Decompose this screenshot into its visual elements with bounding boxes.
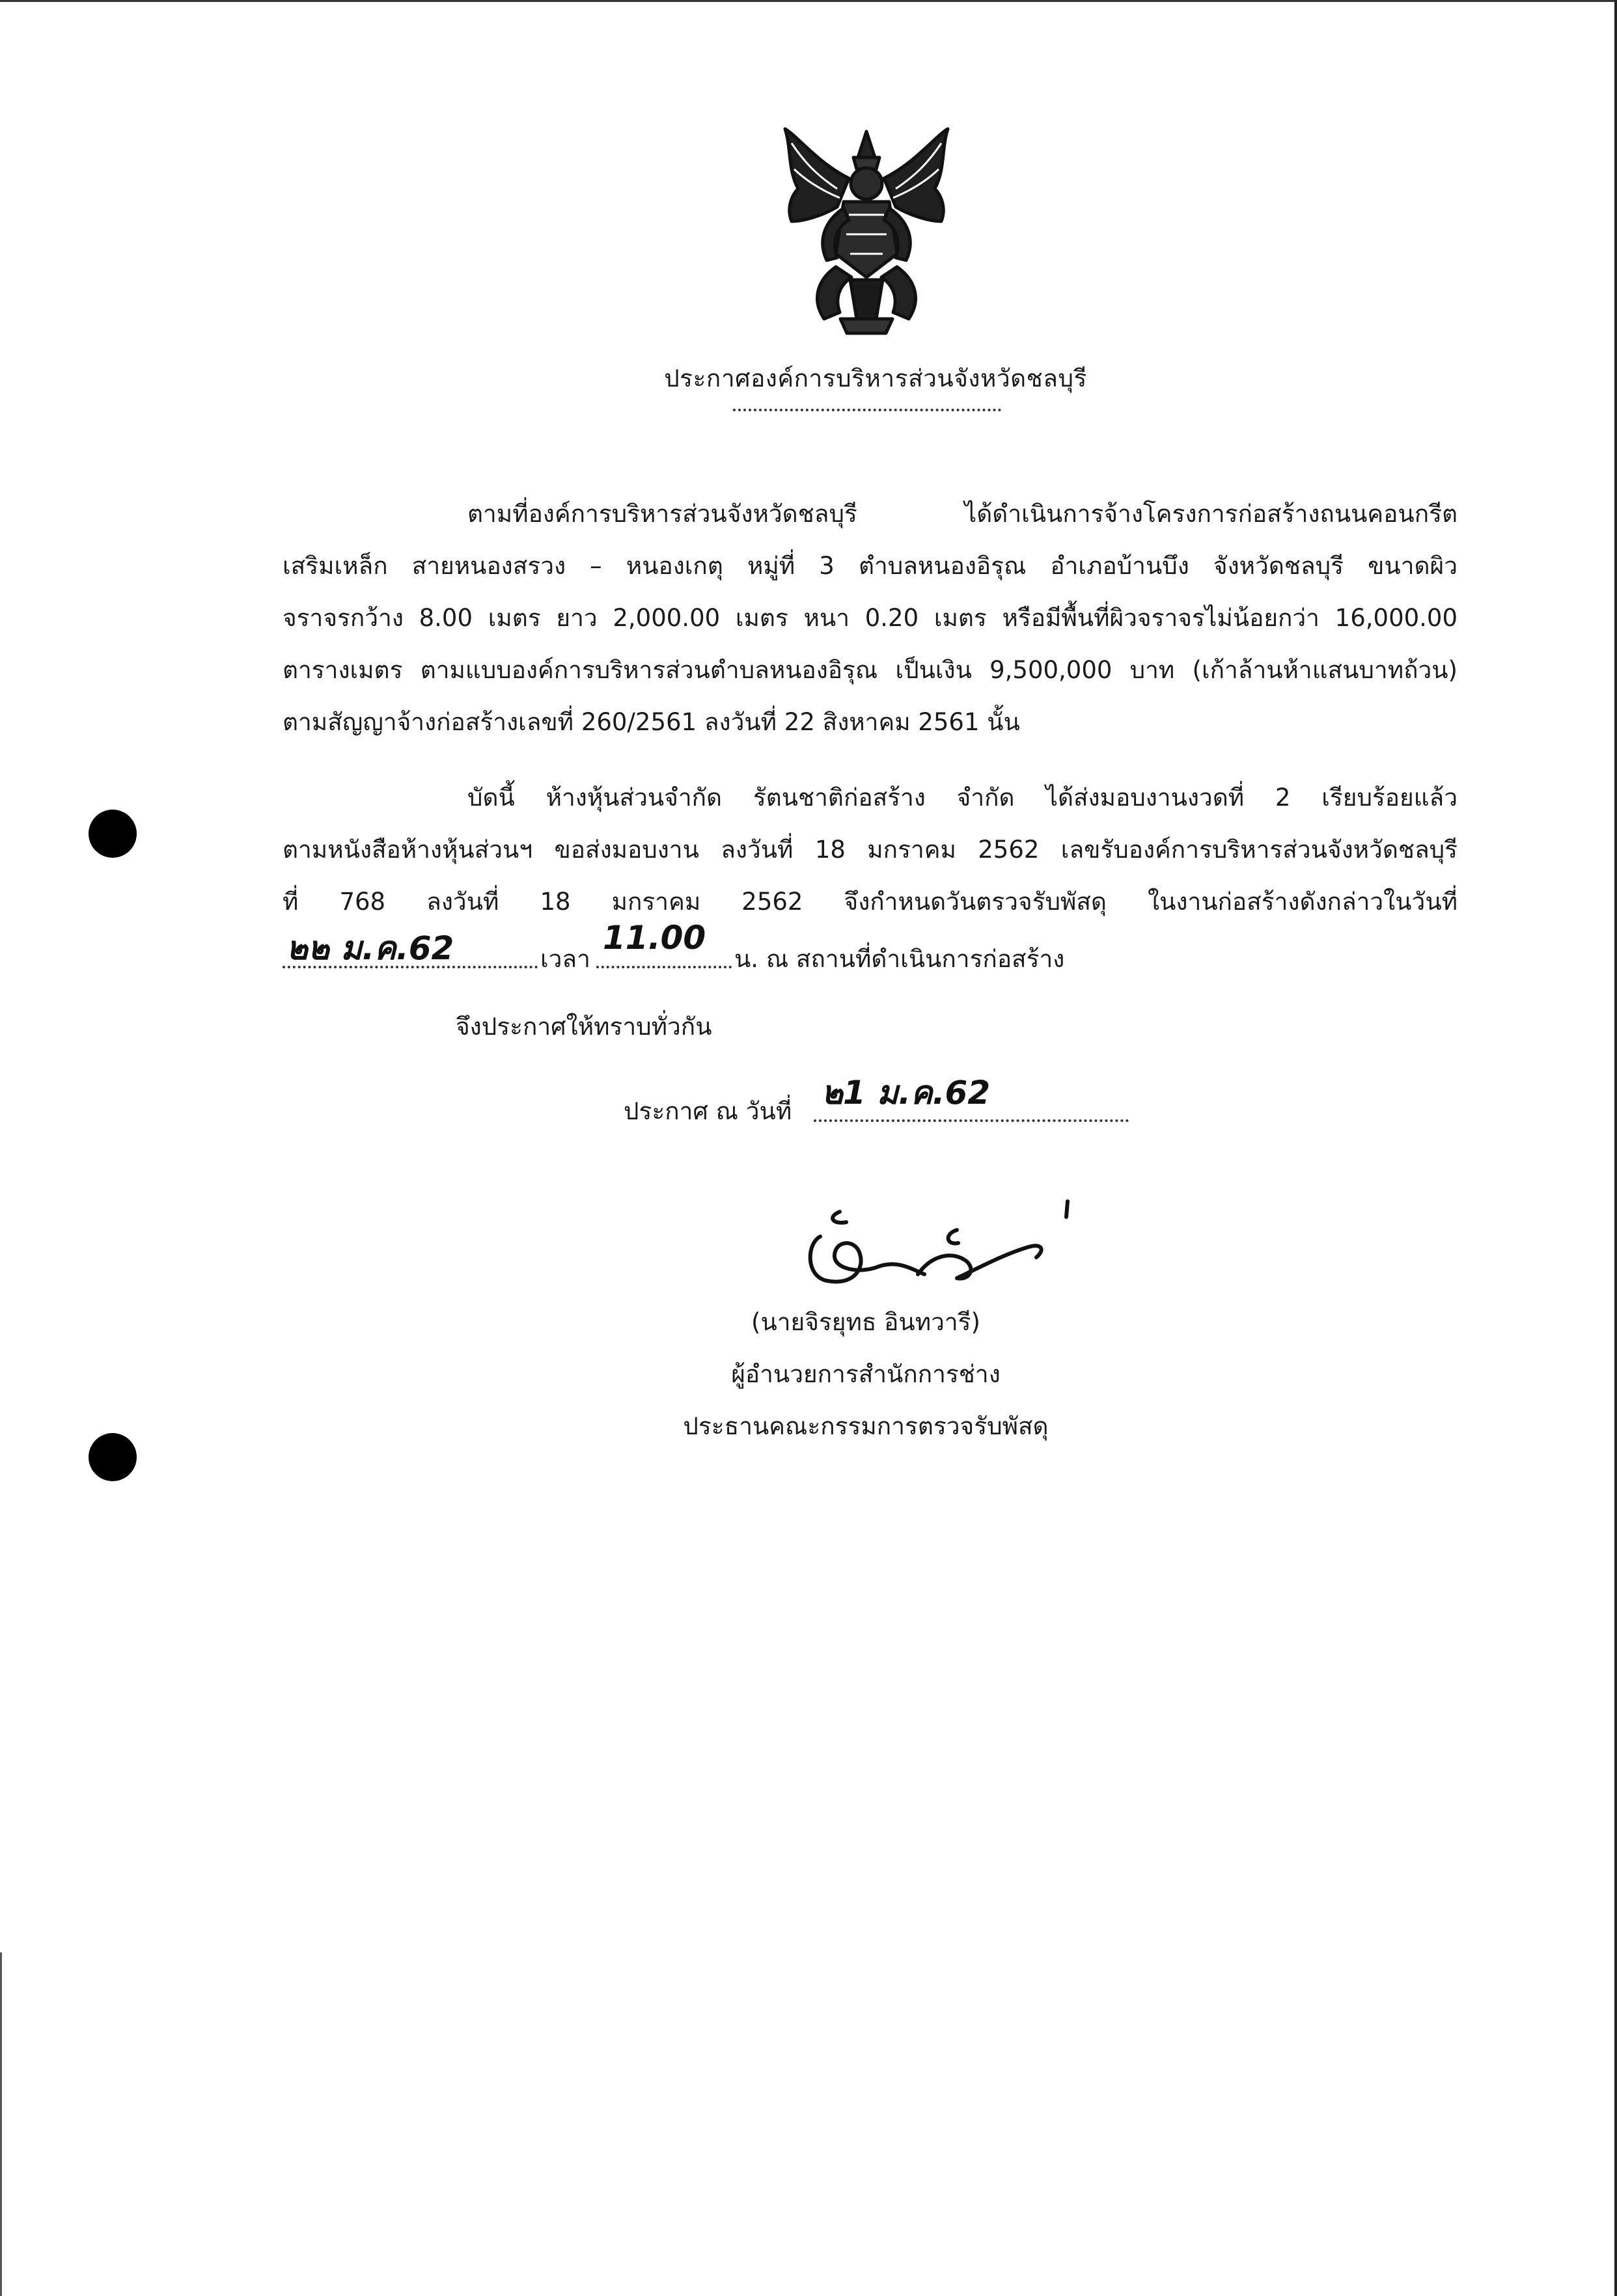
inspection-time-handwritten: 11.00 [603,919,706,957]
time-label: เวลา [540,945,590,973]
inspection-date-handwritten: ๒๒ ม.ค.62 [286,929,454,967]
announcement-title: ประกาศองค์การบริหารส่วนจังหวัดชลบุรี [664,364,1087,392]
scan-edge-top [0,0,1617,2]
punch-hole-upper [89,810,137,858]
garuda-emblem-icon [772,124,961,338]
signer-name: (นายจิรยุทธ อินทวารี) [751,1308,980,1336]
scan-edge-left [0,1952,2,2296]
paragraph2-line2: ตามหนังสือห้างหุ้นส่วนฯ ขอส่งมอบงาน ลงวันที่ 18 มกราคม 2562 เลขรับองค์การบริหารส่วนจังหวัดชลบุรี [283,836,1458,864]
punch-hole-lower [89,1433,137,1481]
inspection-time-dots [596,966,732,968]
time-suffix: น. ณ สถานที่ดำเนินการก่อสร้าง [734,945,1065,973]
title-dotted-rule [733,409,1001,411]
scan-edge-right [1614,0,1617,2296]
paragraph2-line1: บัดนี้ ห้างหุ้นส่วนจำกัด รัตนชาติก่อสร้าง จำกัด ได้ส่งมอบงานงวดที่ 2 เรียบร้อยแล้ว [467,784,1458,812]
paragraph2-line3: ที่ 768 ลงวันที่ 18 มกราคม 2562 จึงกำหนดวันตรวจรับพัสดุ ในงานก่อสร้างดังกล่าวในวันที่ [283,888,1458,916]
paragraph1-line5: ตามสัญญาจ้างก่อสร้างเลขที่ 260/2561 ลงวันที่ 22 สิงหาคม 2561 นั้น [283,708,1020,736]
signature-image [781,1197,1133,1295]
signer-position: ผู้อำนวยการสำนักการช่าง [731,1360,1001,1388]
signer-role: ประธานคณะกรรมการตรวจรับพัสดุ [683,1412,1049,1440]
announce-date-handwritten: ๒1 ม.ค.62 [822,1074,991,1112]
paragraph1-line1: ตามที่องค์การบริหารส่วนจังหวัดชลบุรี ได้ดำเนินการจ้างโครงการก่อสร้างถนนคอนกรีต [467,500,1458,528]
paragraph1-line3: จราจรกว้าง 8.00 เมตร ยาว 2,000.00 เมตร หนา 0.20 เมตร หรือมีพื้นที่ผิวจราจรไม่น้อยกว่า 16,000.00 [283,604,1458,632]
paragraph1-line4: ตารางเมตร ตามแบบองค์การบริหารส่วนตำบลหนองอิรุณ เป็นเงิน 9,500,000 บาท (เก้าล้านห้าแสนบาทถ้วน) [283,656,1458,684]
inspection-date-dots [283,966,538,968]
announce-date-dots [814,1119,1129,1122]
closing-text: จึงประกาศให้ทราบทั่วกัน [456,1013,712,1041]
announce-date-label: ประกาศ ณ วันที่ [624,1097,792,1125]
paragraph1-line2: เสริมเหล็ก สายหนองสรวง – หนองเกตุ หมู่ที่ 3 ตำบลหนองอิรุณ อำเภอบ้านบึง จังหวัดชลบุรี ขนาดผิว [283,552,1458,580]
